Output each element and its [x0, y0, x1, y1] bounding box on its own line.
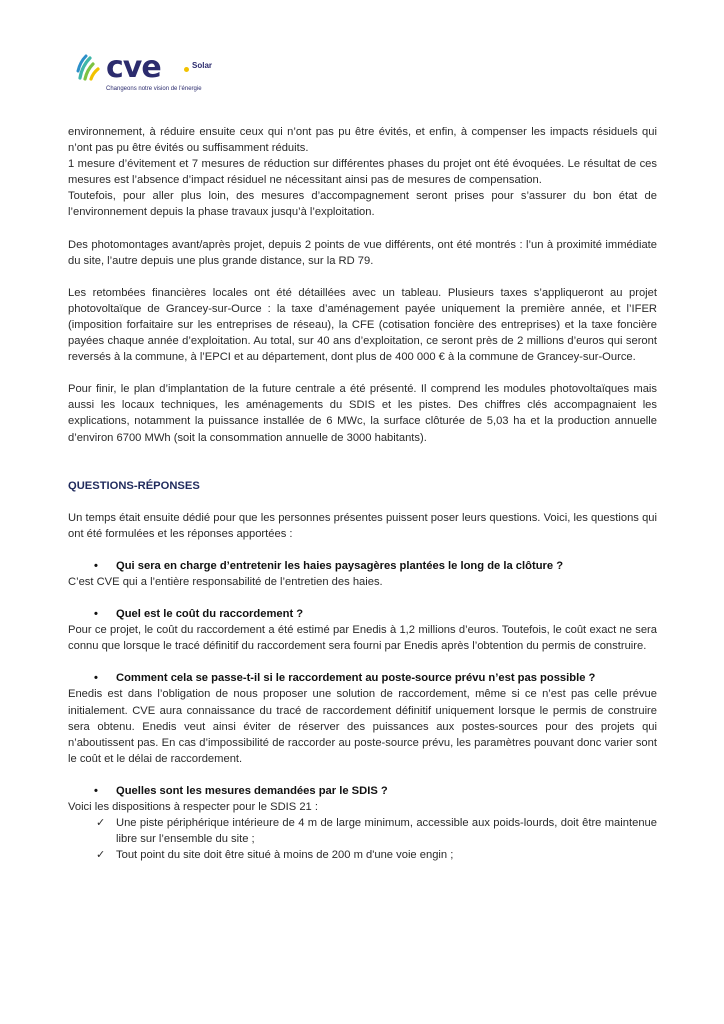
paragraph-impacts: environnement, à réduire ensuite ceux qui n’ont pas pu être évités, et enfin, à compenser les impacts résiduels qui n’ont pas pu être évités ou suffisamment réduits. [68, 126, 657, 155]
paragraph-layout-plan: Pour finir, le plan d’implantation de la future centrale a été présenté. Il comprend les modules photovoltaïques mais aussi les locaux techniques, les aménagements du SDIS et les pistes. Des chiffres clés accompagnaient les explications, notamment la puissance installée de 6 MWc, la surface clôturée de 5,03 ha et la production annuelle d’environ 6700 MWh (soit la consommation annuelle de 3000 habitants). [68, 383, 657, 444]
logo-suffix: Solar [192, 61, 213, 70]
paragraph-photomontages: Des photomontages avant/après projet, depuis 2 points de vue différents, ont été montrés : l’un à proximité immédiate du site, l’autre depuis une plus grande distance, sur la RD 79. [68, 238, 657, 267]
logo-dot [184, 67, 189, 72]
question-1 [68, 558, 657, 574]
bullet-icon: • [94, 559, 98, 572]
section-title-qa: QUESTIONS-RÉPONSES [68, 479, 200, 492]
bullet-icon: • [94, 784, 98, 797]
question-text: Quel est le coût du raccordement ? [116, 608, 304, 621]
logo-wordmark: cve [106, 50, 161, 85]
cve-solar-logo [76, 52, 246, 96]
bullet-icon: • [94, 672, 98, 685]
question-text: Qui sera en charge d’entretenir les haies paysagères plantées le long de la clôture ? [116, 559, 564, 572]
answer-4: Voici les dispositions à respecter pour le SDIS 21 : [68, 801, 318, 813]
sdis-requirement-1 [68, 815, 657, 847]
checkmark-icon: ✓ [96, 817, 106, 830]
paragraph-financial: Les retombées financières locales ont été détaillées avec un tableau. Plusieurs taxes s’appliqueront au projet photovoltaïque de Grancey-sur-Ource : la taxe d’aménagement payée uniquement la première année, et l’IFER (imposition forfaitaire sur les entreprises de réseau), la CFE (cotisation foncière des entreprises) et la taxe foncière payées chaque année d’exploitation. Au total, sur 40 ans d’exploitation, ce seront près de 2 millions d’euros qui seront reversés à la commune, à l’EPCI et au département, dont plus de 400 000 € à la commune de Grancey-sur-Ource. [68, 286, 657, 364]
question-text: Comment cela se passe-t-il si le raccordement au poste-source prévu n’est pas possible ? [116, 672, 596, 685]
bullet-icon: • [94, 608, 98, 621]
question-2 [68, 606, 657, 622]
answer-1: C’est CVE qui a l’entière responsabilité de l’entretien des haies. [68, 575, 383, 588]
logo-tagline: Changeons notre vision de l'énergie [106, 86, 202, 92]
document-body [68, 124, 657, 863]
sdis-requirement-2 [68, 847, 657, 863]
sun-rays-icon [76, 52, 106, 82]
answer-3: Enedis est dans l’obligation de nous proposer une solution de raccordement, même si ce n’est pas celle prévue initialement. CVE aura connaissance du tracé de raccordement définitif uniquement lorsque le permis de construire sera obtenu. Enedis veut ainsi éviter de réserver des puissances aux postes-sources pour des projets qui n’aboutissent pas. En cas d’impossibilité de raccorder au poste-source prévu, les paramètres pouvant donc varier sont le coût et le délai de raccordement. [68, 688, 657, 765]
question-4 [68, 783, 657, 799]
question-3 [68, 670, 657, 686]
requirement-text: Une piste périphérique intérieure de 4 m de large minimum, accessible aux poids-lourds, doit être maintenue libre sur l’ensemble du site ; [116, 817, 657, 846]
qa-intro: Un temps était ensuite dédié pour que les personnes présentes puissent poser leurs questions. Voici, les questions qui ont été formulées et les réponses apportées : [68, 511, 657, 540]
requirement-text: Tout point du site doit être situé à moins de 200 m d'une voie engin ; [116, 849, 454, 862]
question-text: Quelles sont les mesures demandées par le SDIS ? [116, 784, 388, 797]
paragraph-accompaniment: Toutefois, pour aller plus loin, des mesures d’accompagnement seront prises pour s’assurer du bon état de l’environnement depuis la phase travaux jusqu’à l’exploitation. [68, 190, 657, 219]
paragraph-measures: 1 mesure d’évitement et 7 mesures de réduction sur différentes phases du projet ont été évoquées. Le résultat de ces mesures est l’absence d’impact résiduel ne nécessitant ainsi pas de mesures de compensation. [68, 158, 657, 187]
answer-2: Pour ce projet, le coût du raccordement a été estimé par Enedis à 1,2 millions d’euros. Toutefois, le coût exact ne sera connu que lorsque le tracé définitif du raccordement sera fourni par Enedis après l’obtention du permis de construire. [68, 624, 657, 653]
checkmark-icon: ✓ [96, 849, 106, 862]
